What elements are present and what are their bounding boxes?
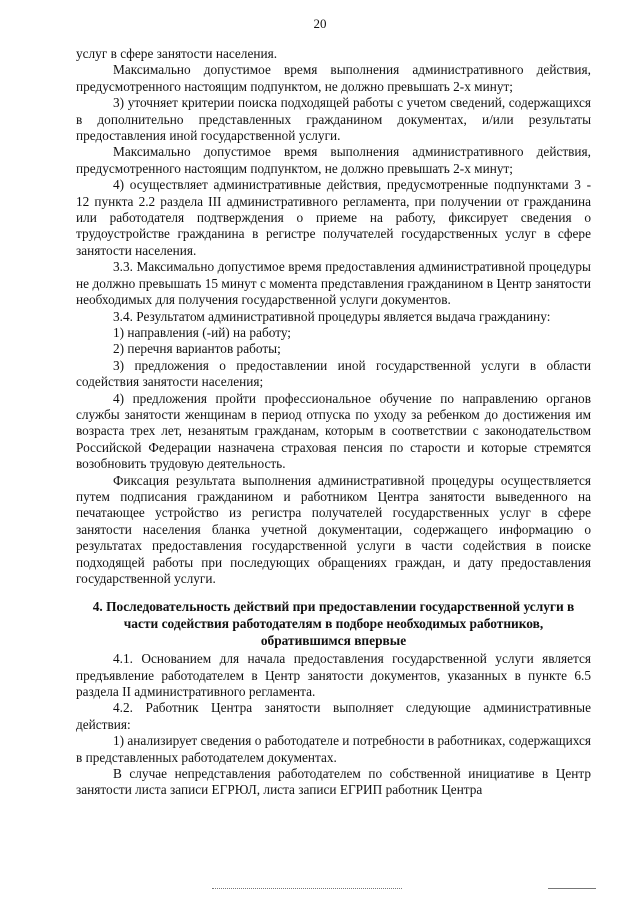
footer-divider — [548, 888, 596, 889]
page-number: 20 — [313, 16, 327, 31]
paragraph: Максимально допустимое время выполнения административного действия, предусмотренного настоящим подпунктом, не должно превышать 2-х минут; — [76, 62, 591, 94]
list-item: 2) перечня вариантов работы; — [113, 341, 281, 357]
footer-divider — [212, 888, 402, 889]
list-item: 1) направления (-ий) на работу; — [113, 324, 291, 340]
list-item: 3) предложения о предоставлении иной государственной услуги в области содействия занятости населения; — [76, 357, 591, 390]
paragraph: 3) уточняет критерии поиска подходящей работы с учетом сведений, содержащихся в дополнительно представленных гражданином документах, и/или результаты предоставления иной государственной услуги. — [76, 95, 591, 144]
paragraph: 4.2. Работник Центра занятости выполняет следующие административные действия: — [76, 700, 591, 732]
paragraph: Максимально допустимое время выполнения административного действия, предусмотренного настоящим подпунктом, не должно превышать 2-х минут; — [76, 144, 591, 176]
section-heading: 4. Последовательность действий при предоставлении государственной услуги в части содействия работодателям в подборе необходимых работников, обратившимся впервые — [92, 599, 575, 648]
list-item: 1) анализирует сведения о работодателе и потребности в работниках, содержащихся в представленных работодателем документах. — [76, 733, 591, 765]
paragraph: услуг в сфере занятости населения. — [76, 46, 278, 61]
list-item: 4) предложения пройти профессиональное обучение по направлению органов службы занятости женщинам в период отпуска по уходу за ребенком до достижения им возраста трех лет, незанятым гражданам, которым в соответствии с законодательством Российской Федерации назначена страховая пенсия по старости и которые стремятся возобновить трудовую деятельность. — [76, 390, 591, 472]
paragraph: 3.4. Результатом административной процедуры является выдача гражданину: — [113, 308, 551, 324]
document-body — [76, 46, 591, 799]
paragraph: 3.3. Максимально допустимое время предоставления административной процедуры не должно превышать 15 минут с момента представления гражданином в Центр занятости необходимых для получения государственной услуги документов. — [76, 259, 591, 308]
paragraph: 4.1. Основанием для начала предоставления государственной услуги является предъявление работодателем в Центр занятости документов, указанных в пункте 6.5 раздела II административного регламента. — [76, 651, 591, 699]
paragraph: В случае непредставления работодателем по собственной инициативе в Центр занятости листа записи ЕГРЮЛ, листа записи ЕГРИП работник Центра — [76, 766, 591, 798]
paragraph: 4) осуществляет административные действия, предусмотренные подпунктами 3 - 12 пункта 2.2 раздела III административного регламента, при получении от гражданина или работодателя подтверждения о приеме на работу, фиксирует сведения о трудоустройстве гражданина в регистре получателей государственных услуг в сфере занятости населения. — [76, 177, 591, 258]
paragraph: Фиксация результата выполнения административной процедуры осуществляется путем подписания гражданином и работником Центра занятости выведенного на печатающее устройство из регистра получателей государственных услуг в сфере занятости населения бланка учетной документации, содержащего информацию о результатах предоставления государственной услуги в части содействия в поиске подходящей работы при последующих обращениях граждан, и дату предоставления государственной услуги. — [76, 472, 591, 586]
